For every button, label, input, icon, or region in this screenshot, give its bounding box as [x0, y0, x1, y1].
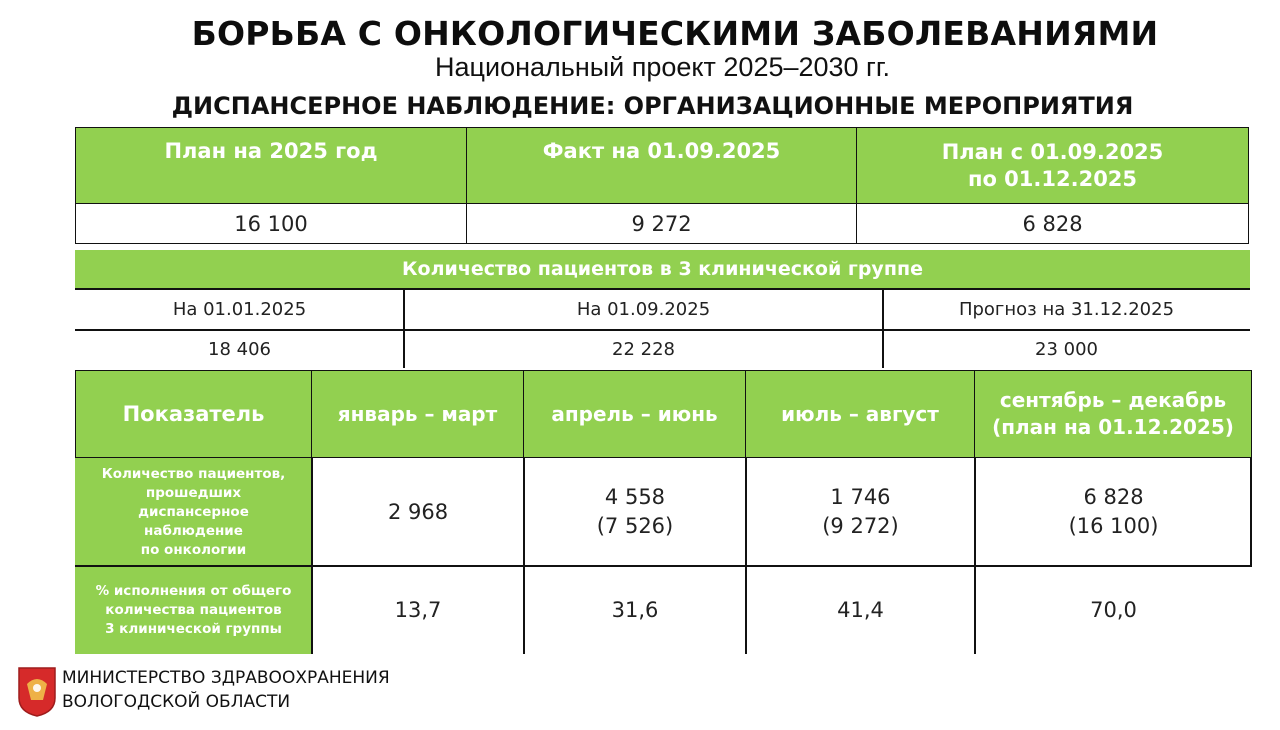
page-title: БОРЬБА С ОНКОЛОГИЧЕСКИМИ ЗАБОЛЕВАНИЯМИ: [191, 14, 1159, 53]
indicator-header-q3: июль – август: [745, 370, 975, 458]
divider: [882, 289, 884, 368]
divider: [1250, 458, 1252, 566]
indicator-cell: 2 968: [387, 500, 449, 524]
group-value-jan: 18 406: [208, 338, 271, 360]
page-subtitle: Национальный проект 2025–2030 гг.: [435, 52, 890, 82]
divider: [311, 458, 313, 654]
divider: [523, 458, 525, 654]
plan-period-value: 6 828: [856, 203, 1249, 244]
ministry-name: [62, 666, 390, 714]
ministry-line-1: МИНИСТЕРСТВО ЗДРАВООХРАНЕНИЯ: [62, 668, 390, 688]
coat-of-arms-icon: [17, 666, 57, 718]
fact-header: Факт на 01.09.2025: [466, 127, 857, 204]
clinical-group-title: Количество пациентов в 3 клинической группе: [75, 250, 1250, 288]
group-value-sep: 22 228: [612, 338, 675, 360]
divider: [974, 458, 976, 654]
plan-header-2025: План на 2025 год: [75, 127, 467, 204]
group-header-sep: На 01.09.2025: [576, 299, 711, 320]
indicator-cell: 70,0: [1090, 598, 1137, 622]
group-value-forecast: 23 000: [1035, 338, 1098, 360]
divider: [403, 289, 405, 368]
divider: [745, 458, 747, 654]
group-header-forecast: Прогноз на 31.12.2025: [958, 299, 1175, 320]
indicator-row-label: % исполнения от общего количества пациентов 3 клинической группы: [75, 566, 312, 654]
plan-period-header: План с 01.09.2025 по 01.12.2025: [856, 127, 1249, 204]
indicator-header-q4: сентябрь – декабрь (план на 01.12.2025): [974, 370, 1252, 458]
indicator-cell: 13,7: [394, 598, 442, 622]
indicator-header-label: Показатель: [75, 370, 312, 458]
ministry-line-2: ВОЛОГОДСКОЙ ОБЛАСТИ: [62, 692, 291, 712]
indicator-cell: 4 558 (7 526): [596, 485, 674, 538]
plan-value-2025: 16 100: [75, 203, 467, 244]
indicator-row-label: Количество пациентов, прошедших диспансерное наблюдение по онкологии: [75, 458, 312, 566]
group-header-jan: На 01.01.2025: [172, 299, 307, 320]
indicator-cell: 1 746 (9 272): [822, 485, 899, 538]
section-heading: ДИСПАНСЕРНОЕ НАБЛЮДЕНИЕ: ОРГАНИЗАЦИОННЫЕ МЕРОПРИЯТИЯ: [171, 92, 1134, 120]
indicator-cell: 31,6: [611, 598, 659, 622]
fact-value: 9 272: [466, 203, 857, 244]
indicator-header-q1: январь – март: [311, 370, 524, 458]
indicator-cell: 41,4: [837, 598, 884, 622]
divider: [75, 565, 1252, 567]
indicator-header-q2: апрель – июнь: [523, 370, 746, 458]
indicator-cell: 6 828 (16 100): [1068, 485, 1159, 538]
